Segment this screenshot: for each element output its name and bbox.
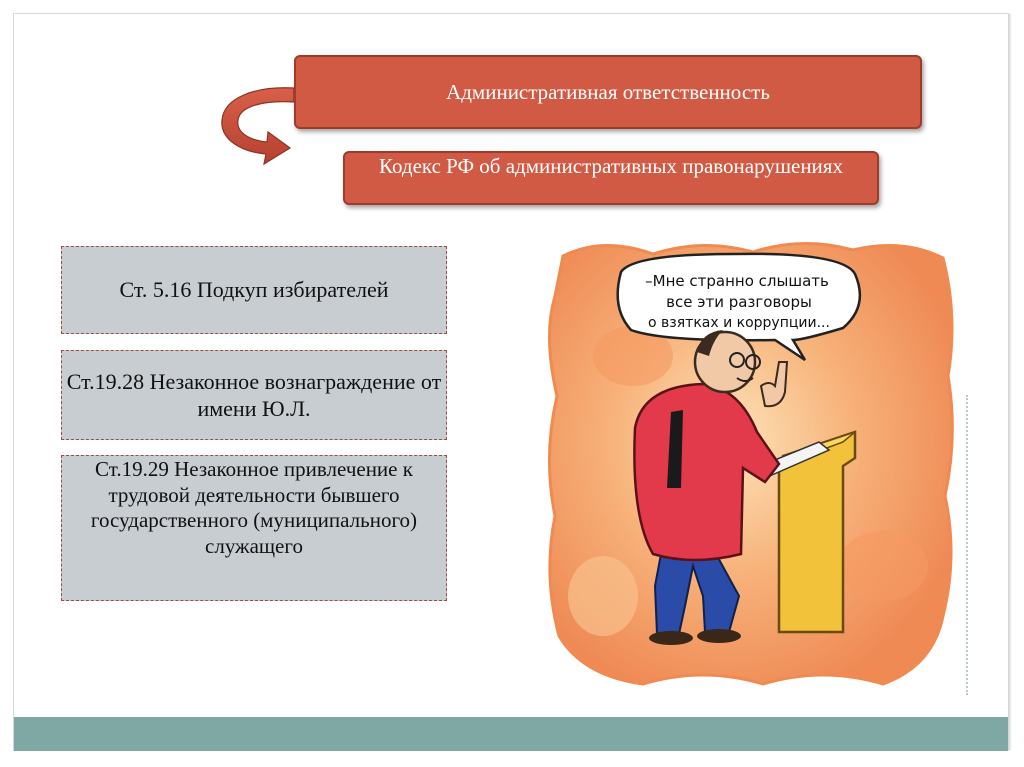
- admin-code-text: Кодекс РФ об административных правонарушениях: [379, 154, 843, 178]
- curved-arrow-icon: [214, 82, 304, 168]
- article-box: [61, 246, 447, 334]
- bottom-bar: [14, 717, 1008, 751]
- speech-line: все эти разговоры: [666, 293, 812, 311]
- admin-responsibility-text: Административная ответственность: [446, 79, 770, 104]
- article-text: Ст.19.29 Незаконное привлечение к трудовой деятельности бывшего государственного (муниципального) служащего: [90, 457, 418, 558]
- article-text: Ст.19.28 Незаконное вознаграждение от имени Ю.Л.: [66, 368, 442, 421]
- admin-responsibility-box: [294, 55, 922, 129]
- admin-code-box: [343, 151, 879, 205]
- dotted-divider: [966, 395, 968, 695]
- article-box: [61, 455, 447, 601]
- slide-shadow: [1008, 14, 1012, 750]
- cartoon-illustration: [543, 236, 958, 691]
- article-box: [61, 350, 447, 440]
- speech-line: –Мне странно слышать: [645, 272, 829, 290]
- article-text: Ст. 5.16 Подкуп избирателей: [119, 276, 389, 302]
- speech-line: о взятках и коррупции...: [648, 315, 830, 331]
